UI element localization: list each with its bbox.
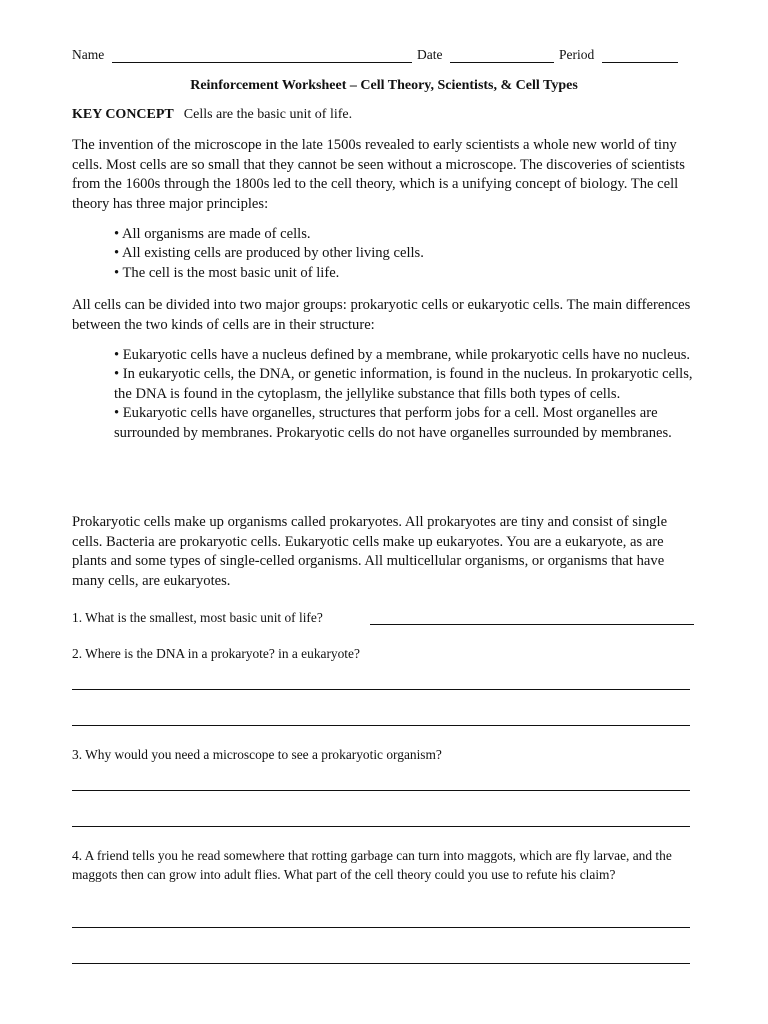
question-4: 4. A friend tells you he read somewhere that rotting garbage can turn into maggots, which are fly larvae, and the maggots then can grow into adult flies. What part of the cell theory could you use to refute his claim?: [72, 848, 672, 882]
principle-item: • The cell is the most basic unit of life.: [114, 264, 340, 281]
differences-list: [114, 346, 694, 443]
period-label: Period: [559, 47, 595, 62]
principles-list: [114, 225, 694, 283]
period-field[interactable]: [602, 62, 678, 63]
answer-line-3b[interactable]: [72, 826, 690, 827]
header-row: [72, 47, 682, 67]
name-field[interactable]: [112, 62, 412, 63]
date-field[interactable]: [450, 62, 554, 63]
principle-item: • All existing cells are produced by other living cells.: [114, 245, 424, 262]
question-2: 2. Where is the DNA in a prokaryote? in a eukaryote?: [72, 646, 360, 661]
answer-line-1[interactable]: [370, 624, 694, 625]
intro-paragraph: The invention of the microscope in the late 1500s revealed to early scientists a whole new world of tiny cells. Most cells are so small that they cannot be seen without a microscope. The discoveries of scientists from the 1600s through the 1800s led to the cell theory, which is a unifying concept of biology. The cell theory has three major principles:: [72, 137, 685, 212]
difference-item: • Eukaryotic cells have organelles, structures that perform jobs for a cell. Most organelles are surrounded by membranes. Prokaryotic cells do not have organelles surrounded by membranes.: [114, 405, 672, 441]
answer-line-4a[interactable]: [72, 927, 690, 928]
answer-line-2b[interactable]: [72, 725, 690, 726]
answer-line-2a[interactable]: [72, 689, 690, 690]
principle-item: • All organisms are made of cells.: [114, 226, 311, 242]
groups-paragraph: All cells can be divided into two major groups: prokaryotic cells or eukaryotic cells. The main differences between the two kinds of cells are in their structure:: [72, 297, 691, 333]
date-label: Date: [417, 47, 443, 62]
organisms-paragraph: Prokaryotic cells make up organisms called prokaryotes. All prokaryotes are tiny and consist of single cells. Bacteria are prokaryotic cells. Eukaryotic cells make up eukaryotes. You are a eukaryote, as are plants and some types of single-celled organisms. All multicellular organisms, or organisms that have many cells, are eukaryotes.: [72, 514, 668, 589]
key-concept: [72, 107, 352, 123]
worksheet-title: Reinforcement Worksheet – Cell Theory, Scientists, & Cell Types: [190, 78, 578, 93]
question-1: 1. What is the smallest, most basic unit of life?: [72, 610, 323, 625]
answer-line-4b[interactable]: [72, 963, 690, 964]
key-concept-text: Cells are the basic unit of life.: [183, 107, 353, 122]
difference-item: • In eukaryotic cells, the DNA, or genetic information, is found in the nucleus. In prokaryotic cells, the DNA is found in the cytoplasm, the jellylike substance that fills both types of cells.: [114, 366, 693, 402]
difference-item: • Eukaryotic cells have a nucleus defined by a membrane, while prokaryotic cells have no nucleus.: [114, 347, 691, 363]
answer-line-3a[interactable]: [72, 790, 690, 791]
name-label: Name: [72, 47, 105, 62]
key-concept-label: KEY CONCEPT: [72, 107, 174, 122]
question-3: 3. Why would you need a microscope to see a prokaryotic organism?: [72, 747, 442, 762]
